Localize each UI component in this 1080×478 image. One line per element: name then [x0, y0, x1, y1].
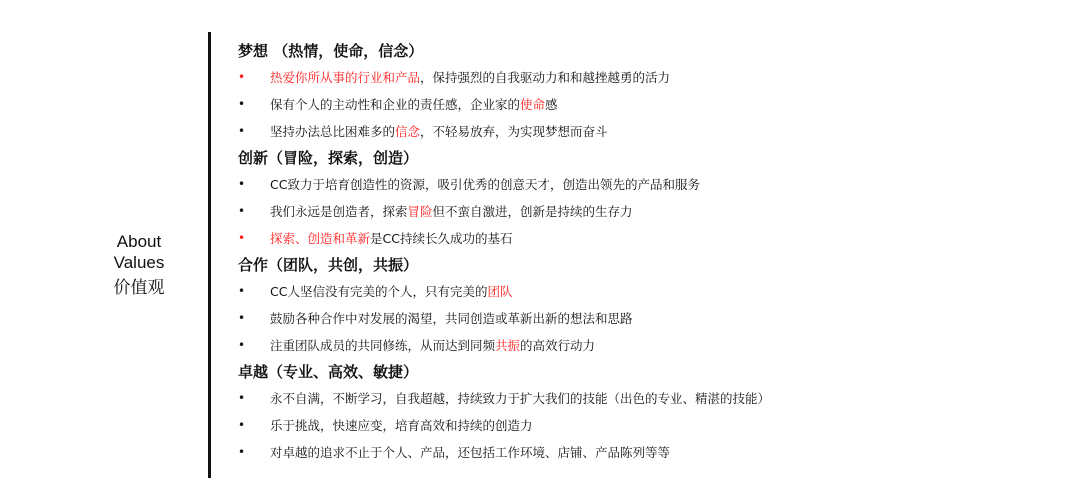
- values-chinese-label: 价值观: [113, 278, 165, 298]
- item-text-post: 感: [545, 97, 558, 112]
- item-text-highlight: 使命: [520, 97, 546, 112]
- item-text-pre: 对卓越的追求不止于个人、产品，还包括工作环境、店铺、产品陈列等等: [270, 445, 671, 460]
- bullet-icon: •: [238, 445, 246, 459]
- item-text-highlight: 团队: [487, 284, 513, 299]
- bullet-icon: •: [238, 311, 246, 325]
- item-text-pre: 注重团队成员的共同修练，从而达到同频: [270, 338, 496, 353]
- list-item: [238, 171, 1068, 198]
- bullet-icon: •: [238, 177, 246, 191]
- section-title: 合作（团队，共创，共振）: [238, 256, 419, 274]
- item-text-highlight: 共振: [495, 338, 521, 353]
- list-item: [238, 118, 1068, 145]
- about-label: About: [116, 232, 162, 251]
- list-item: [238, 64, 1068, 91]
- item-text-highlight: 冒险: [407, 204, 433, 219]
- item-text-highlight: 信念: [395, 124, 421, 139]
- item-text-highlight: 探索、创造和革新: [270, 231, 371, 246]
- item-text-pre: 我们永远是创造者，探索: [270, 204, 408, 219]
- list-item: [238, 278, 1068, 305]
- list-item: [238, 332, 1068, 359]
- item-text-pre: 鼓励各种合作中对发展的渴望，共同创造或革新出新的想法和思路: [270, 311, 633, 326]
- bullet-icon: •: [238, 97, 246, 111]
- vertical-divider: [208, 32, 211, 478]
- section-title: 创新（冒险，探索，创造）: [238, 149, 419, 167]
- bullet-icon: •: [238, 231, 246, 245]
- list-item: [238, 225, 1068, 252]
- section-title: 卓越（专业、高效、敏捷）: [238, 363, 419, 381]
- values-label: Values: [113, 253, 165, 272]
- item-text-highlight: 热爱你所从事的行业和产品: [270, 70, 421, 85]
- item-text-post: 是CC持续长久成功的基石: [370, 231, 513, 246]
- item-text-post: ，不轻易放弃，为实现梦想而奋斗: [420, 124, 608, 139]
- item-text-post: 但不蛮自激进，创新是持续的生存力: [432, 204, 633, 219]
- about-values-label: [100, 231, 178, 299]
- item-text-post: 的高效行动力: [520, 338, 596, 353]
- bullet-icon: •: [238, 391, 246, 405]
- list-item: [238, 305, 1068, 332]
- bullet-icon: •: [238, 124, 246, 138]
- item-text-pre: 永不自满，不断学习，自我超越，持续致力于扩大我们的技能（出色的专业、精湛的技能）: [270, 391, 771, 406]
- values-content: [238, 38, 1068, 466]
- bullet-icon: •: [238, 204, 246, 218]
- section-cooperation: [238, 252, 1068, 359]
- list-item: [238, 412, 1068, 439]
- list-item: [238, 91, 1068, 118]
- list-item: [238, 385, 1068, 412]
- bullet-icon: •: [238, 70, 246, 84]
- item-text-pre: 保有个人的主动性和企业的责任感，企业家的: [270, 97, 521, 112]
- item-text-pre: 乐于挑战，快速应变，培育高效和持续的创造力: [270, 418, 533, 433]
- item-text-pre: CC致力于培育创造性的资源，吸引优秀的创意天才，创造出领先的产品和服务: [270, 177, 700, 192]
- section-dream: [238, 38, 1068, 145]
- section-innovation: [238, 145, 1068, 252]
- bullet-icon: •: [238, 284, 246, 298]
- section-title: 梦想 （热情，使命，信念）: [238, 42, 424, 60]
- item-text-post: ，保持强烈的自我驱动力和和越挫越勇的活力: [420, 70, 671, 85]
- item-text-pre: CC人坚信没有完美的个人，只有完美的: [270, 284, 488, 299]
- bullet-icon: •: [238, 418, 246, 432]
- section-excellence: [238, 359, 1068, 466]
- item-text-pre: 坚持办法总比困难多的: [270, 124, 396, 139]
- list-item: [238, 439, 1068, 466]
- bullet-icon: •: [238, 338, 246, 352]
- list-item: [238, 198, 1068, 225]
